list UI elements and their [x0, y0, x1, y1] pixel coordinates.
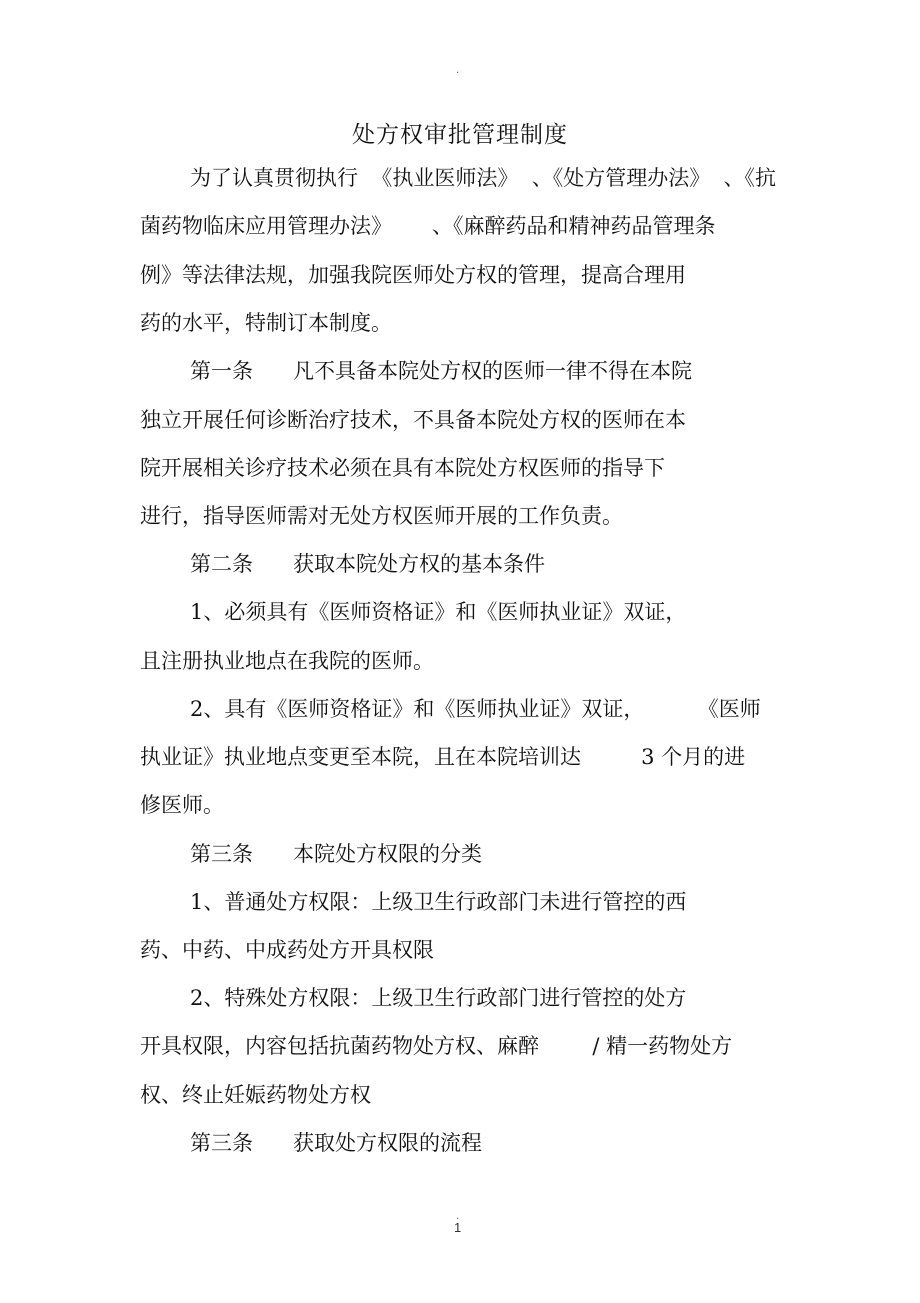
paragraph-line: 进行，指导医师需对无处方权医师开展的工作负责。: [140, 504, 623, 528]
article-heading: 第三条 获取处方权限的流程: [190, 1131, 483, 1155]
paragraph-line: 院开展相关诊疗技术必须在具有本院处方权医师的指导下: [140, 456, 665, 480]
footer-marker: .: [456, 1211, 460, 1222]
paragraph-line: 菌药物临床应用管理办法》 、《麻醉药品和精神药品管理条: [140, 214, 716, 238]
paragraph-line: 药、中药、中成药处方开具权限: [140, 938, 434, 962]
list-item: 2、具有《医师资格证》和《医师执业证》双证， 《医师: [190, 697, 761, 721]
paragraph-line: 为了认真贯彻执行 《执业医师法》 、《处方管理办法》 、《抗: [190, 166, 777, 190]
list-item: 2、特殊处方权限：上级卫生行政部门进行管控的处方: [190, 986, 687, 1010]
page-number: 1: [454, 1220, 462, 1235]
paragraph-line: 开具权限，内容包括抗菌药物处方权、麻醉 / 精一药物处方: [140, 1034, 733, 1058]
list-item: 1、普通处方权限：上级卫生行政部门未进行管控的西: [190, 890, 687, 914]
paragraph-line: 修医师。: [140, 793, 224, 817]
paragraph-line: 药的水平，特制订本制度。: [140, 311, 392, 335]
article-heading: 第三条 本院处方权限的分类: [190, 842, 483, 866]
paragraph-line: 权、终止妊娠药物处方权: [140, 1083, 371, 1107]
document-title: 处方权审批管理制度: [352, 122, 568, 148]
list-item: 1、必须具有《医师资格证》和《医师执业证》双证，: [190, 600, 687, 624]
article-heading: 第一条 凡不具备本院处方权的医师一律不得在本院: [190, 359, 693, 383]
paragraph-line: 独立开展任何诊断治疗技术，不具备本院处方权的医师在本: [140, 408, 686, 432]
paragraph-line: 且注册执业地点在我院的医师。: [140, 649, 434, 673]
header-marker: .: [456, 65, 460, 76]
article-heading: 第二条 获取本院处方权的基本条件: [190, 552, 546, 576]
paragraph-line: 执业证》执业地点变更至本院，且在本院培训达 3 个月的进: [140, 745, 746, 769]
paragraph-line: 例》等法律法规，加强我院医师处方权的管理，提高合理用: [140, 263, 686, 287]
